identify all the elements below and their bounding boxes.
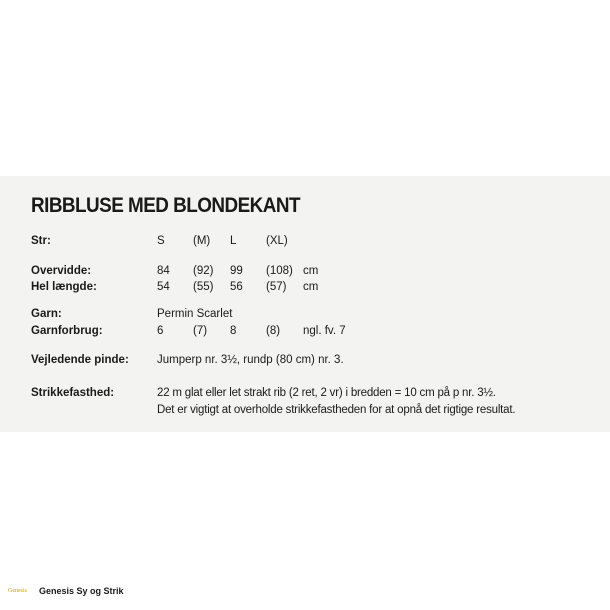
- size-value: (M): [193, 235, 211, 247]
- hel-laengde-value: 56: [230, 281, 243, 293]
- brand-name: Genesis Sy og Strik: [39, 586, 124, 596]
- overvidde-label: Overvidde:: [31, 265, 92, 277]
- garnforbrug-value: 6: [157, 325, 164, 337]
- garnforbrug-value: (8): [266, 325, 281, 337]
- overvidde-value: 84: [157, 265, 170, 277]
- hel-laengde-value: 54: [157, 281, 170, 293]
- overvidde-value: (92): [193, 265, 214, 277]
- strikkefasthed-line2: Det er vigtigt at overholde strikkefastheden for at opnå det rigtige resultat.: [157, 404, 516, 416]
- hel-laengde-value: (57): [266, 281, 287, 293]
- garnforbrug-value: 8: [230, 325, 237, 337]
- strikkefasthed-line1: 22 m glat eller let strakt rib (2 ret, 2 vr) i bredden = 10 cm på p nr. 3½.: [157, 387, 496, 399]
- garnforbrug-label: Garnforbrug:: [31, 325, 103, 337]
- hel-laengde-unit: cm: [303, 281, 319, 293]
- size-label: Str:: [31, 235, 51, 247]
- pinde-value: Jumperp nr. 3½, rundp (80 cm) nr. 3.: [157, 354, 344, 366]
- size-value: (XL): [266, 235, 288, 247]
- strikkefasthed-label: Strikkefasthed:: [31, 387, 115, 399]
- footer-brand: [8, 586, 124, 596]
- genesis-logo: Genesis: [8, 588, 27, 594]
- garn-label: Garn:: [31, 308, 62, 320]
- garnforbrug-unit: ngl. fv. 7: [303, 325, 346, 337]
- overvidde-value: (108): [266, 265, 293, 277]
- garn-value: Permin Scarlet: [157, 308, 233, 320]
- size-value: S: [157, 235, 165, 247]
- hel-laengde-label: Hel længde:: [31, 281, 97, 293]
- pattern-title: RIBBLUSE MED BLONDEKANT: [31, 194, 300, 217]
- hel-laengde-value: (55): [193, 281, 214, 293]
- garnforbrug-value: (7): [193, 325, 208, 337]
- overvidde-value: 99: [230, 265, 243, 277]
- overvidde-unit: cm: [303, 265, 319, 277]
- pinde-label: Vejledende pinde:: [31, 354, 129, 366]
- size-value: L: [230, 235, 237, 247]
